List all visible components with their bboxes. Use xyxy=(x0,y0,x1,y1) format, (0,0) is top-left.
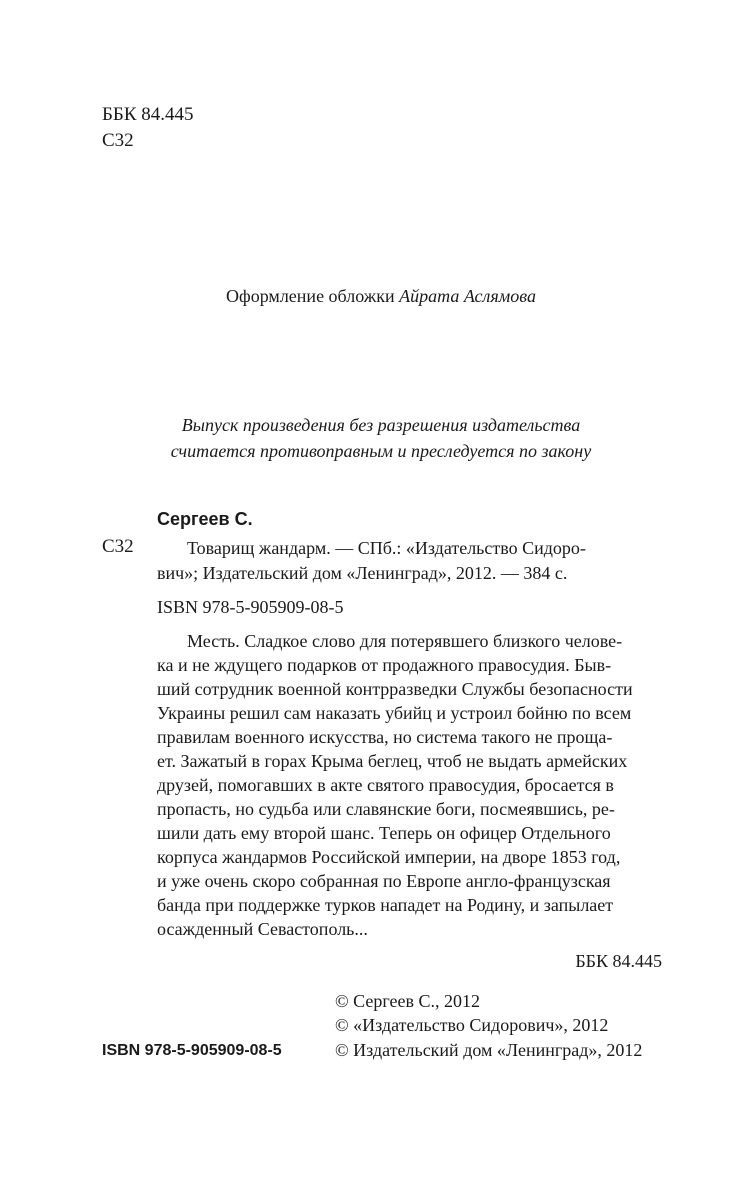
annotation-line: корпуса жандармов Российской империи, на дворе 1853 год, xyxy=(157,847,621,867)
annotation-line: друзей, помогавших в акте святого правосудия, бросается в xyxy=(157,775,614,795)
copyright-warning-line2: считается противоправным и преследуется по закону xyxy=(170,441,592,461)
footer-isbn: ISBN 978-5-905909-08-5 xyxy=(102,1042,282,1059)
copyright-line: © Издательский дом «Ленинград», 2012 xyxy=(335,1040,643,1060)
cover-designer: Айрата Аслямова xyxy=(399,286,536,306)
cover-credit xyxy=(0,286,750,307)
annotation-line: ший сотрудник военной контрразведки Службы безопасности xyxy=(157,679,633,699)
annotation-line: и уже очень скоро собранная по Европе англо-французская xyxy=(157,871,611,891)
copyright-warning-line1: Выпуск произведения без разрешения издательства xyxy=(181,415,581,435)
author-mark: С32 xyxy=(102,130,134,151)
catalog-author-mark: С32 xyxy=(102,536,134,557)
cover-credit-prefix: Оформление обложки xyxy=(226,286,395,306)
copyright-line: © Сергеев С., 2012 xyxy=(335,991,481,1011)
catalog-isbn: ISBN 978-5-905909-08-5 xyxy=(157,597,344,617)
catalog-author: Сергеев С. xyxy=(157,509,253,529)
annotation-line: осажденный Севастополь... xyxy=(157,919,368,939)
annotation-line: пропасть, но судьба или славянские боги, посмеявшись, ре- xyxy=(157,799,615,819)
catalog-citation-line: Товарищ жандарм. — СПб.: «Издательство Сидоро- xyxy=(187,538,586,558)
annotation-line: банда при поддержке турков нападет на Родину, и запылает xyxy=(157,895,614,915)
annotation-line: шили дать ему второй шанс. Теперь он офицер Отдельного xyxy=(157,823,611,843)
footer-bbk-code: ББК 84.445 xyxy=(575,951,662,971)
copyright-line: © «Издательство Сидорович», 2012 xyxy=(335,1015,609,1035)
bbk-code: ББК 84.445 xyxy=(102,104,194,125)
annotation-line: Украины решил сам наказать убийц и устроил бойню по всем xyxy=(157,703,632,723)
annotation-line: Месть. Сладкое слово для потерявшего близкого челове- xyxy=(187,631,623,651)
annotation-line: ет. Зажатый в горах Крыма беглец, чтоб не выдать армейских xyxy=(157,751,628,771)
annotation-line: правилам военного искусства, но система такого не проща- xyxy=(157,727,613,747)
annotation-line: ка и не ждущего подарков от продажного правосудия. Быв- xyxy=(157,655,612,675)
catalog-citation-line: вич»; Издательский дом «Ленинград», 2012. — 384 с. xyxy=(157,563,568,583)
